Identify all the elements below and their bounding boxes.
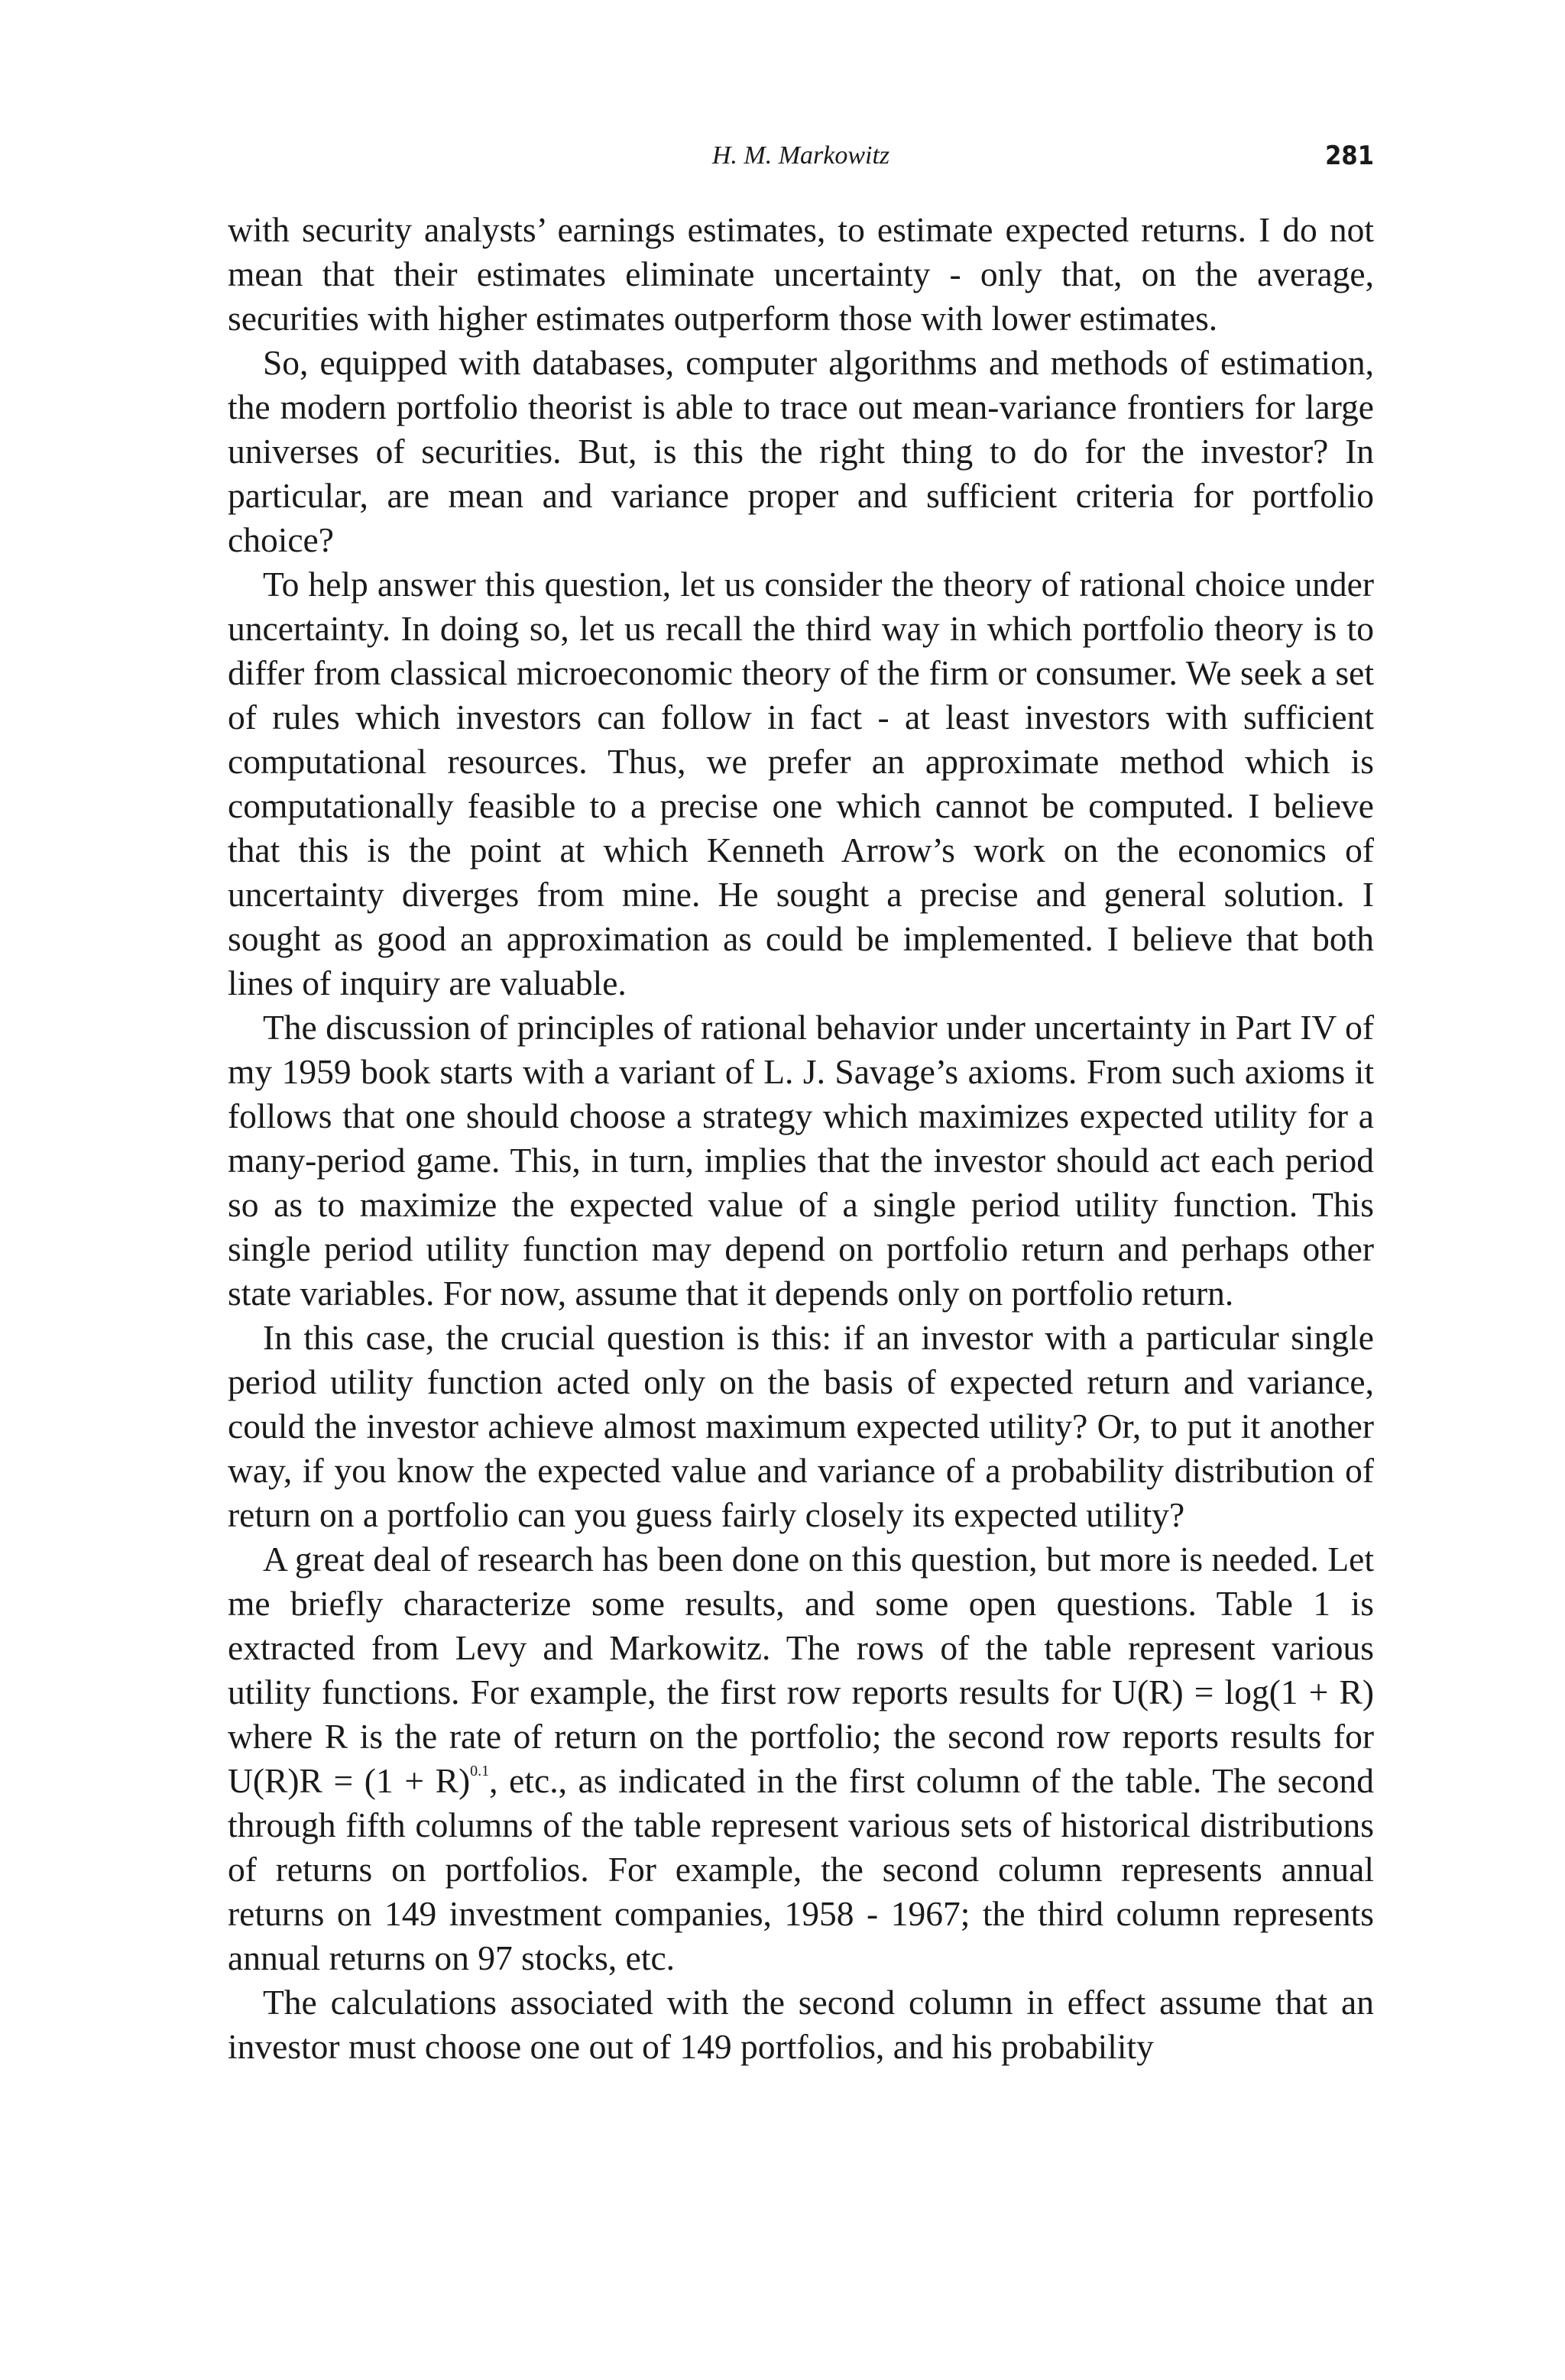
paragraph-6 bbox=[228, 1537, 1374, 1980]
paragraph-3: To help answer this question, let us consider the theory of rational choice under uncertainty. In doing so, let us recall the third way in which portfolio theory is to differ from classical microeconomic theory of the firm or consumer. We seek a set of rules which investors can follow in fact - at least investors with sufficient computational resources. Thus, we prefer an approximate method which is computationally feasible to a precise one which cannot be computed. I believe that this is the point at which Kenneth Arrow’s work on the economics of uncertainty diverges from mine. He sought a precise and general solution. I sought as good an approximation as could be implemented. I believe that both lines of inquiry are valuable. bbox=[228, 565, 1374, 1002]
exponent-superscript: 0.1 bbox=[470, 1763, 490, 1779]
paragraph-4: The discussion of principles of rational behavior under uncertainty in Part IV of my 1959 book starts with a variant of L. J. Savage’s axioms. From such axioms it follows that one should choose a strategy which maximizes expected utility for a many-period game. This, in turn, implies that the investor should act each period so as to maximize the expected value of a single period utility function. This single period utility function may depend on portfolio return and perhaps other state variables. For now, assume that it depends only on portfolio return. bbox=[228, 1008, 1374, 1313]
paragraph-6-text-a: A great deal of research has been done on this question, but more is needed. Let me briefly characterize some results, and some open questions. Table 1 is extracted from Levy and Markowitz. The rows of the table represent various utility functions. For example, the first row reports results for U(R) = log(1 + R) where R is the rate of return on the portfolio; the second row reports results for U(R)R = (1 + R) bbox=[228, 1540, 1374, 1800]
paragraph-2: So, equipped with databases, computer algorithms and methods of estimation, the modern portfolio theorist is able to trace out mean-variance frontiers for large universes of securities. But, is this the right thing to do for the investor? In particular, are mean and variance proper and sufficient criteria for portfolio choice? bbox=[228, 343, 1374, 559]
running-head: H. M. Markowitz bbox=[711, 141, 890, 170]
body-text bbox=[228, 208, 1374, 2069]
paragraph-6-text-b: , etc., as indicated in the first column of the table. The second through fifth columns of the table represent various sets of historical distributions of returns on portfolios. For example, the second column represents annual returns on 149 investment companies, 1958 - 1967; the third column represents annual returns on 97 stocks, etc. bbox=[228, 1761, 1374, 1977]
page-header bbox=[228, 134, 1374, 180]
paragraph-7: The calculations associated with the second column in effect assume that an investor must choose one out of 149 portfolios, and his probability bbox=[228, 1983, 1374, 2066]
paragraph-1: with security analysts’ earnings estimates, to estimate expected returns. I do not mean that their estimates eliminate uncertainty - only that, on the average, securities with higher estimates outperform those with lower estimates. bbox=[228, 210, 1374, 338]
paragraph-5: In this case, the crucial question is this: if an investor with a particular single period utility function acted only on the basis of expected return and variance, could the investor achieve almost maximum expected utility? Or, to put it another way, if you know the expected value and variance of a probability distribution of return on a portfolio can you guess fairly closely its expected utility? bbox=[228, 1318, 1374, 1534]
page-number: 281 bbox=[1325, 141, 1374, 171]
